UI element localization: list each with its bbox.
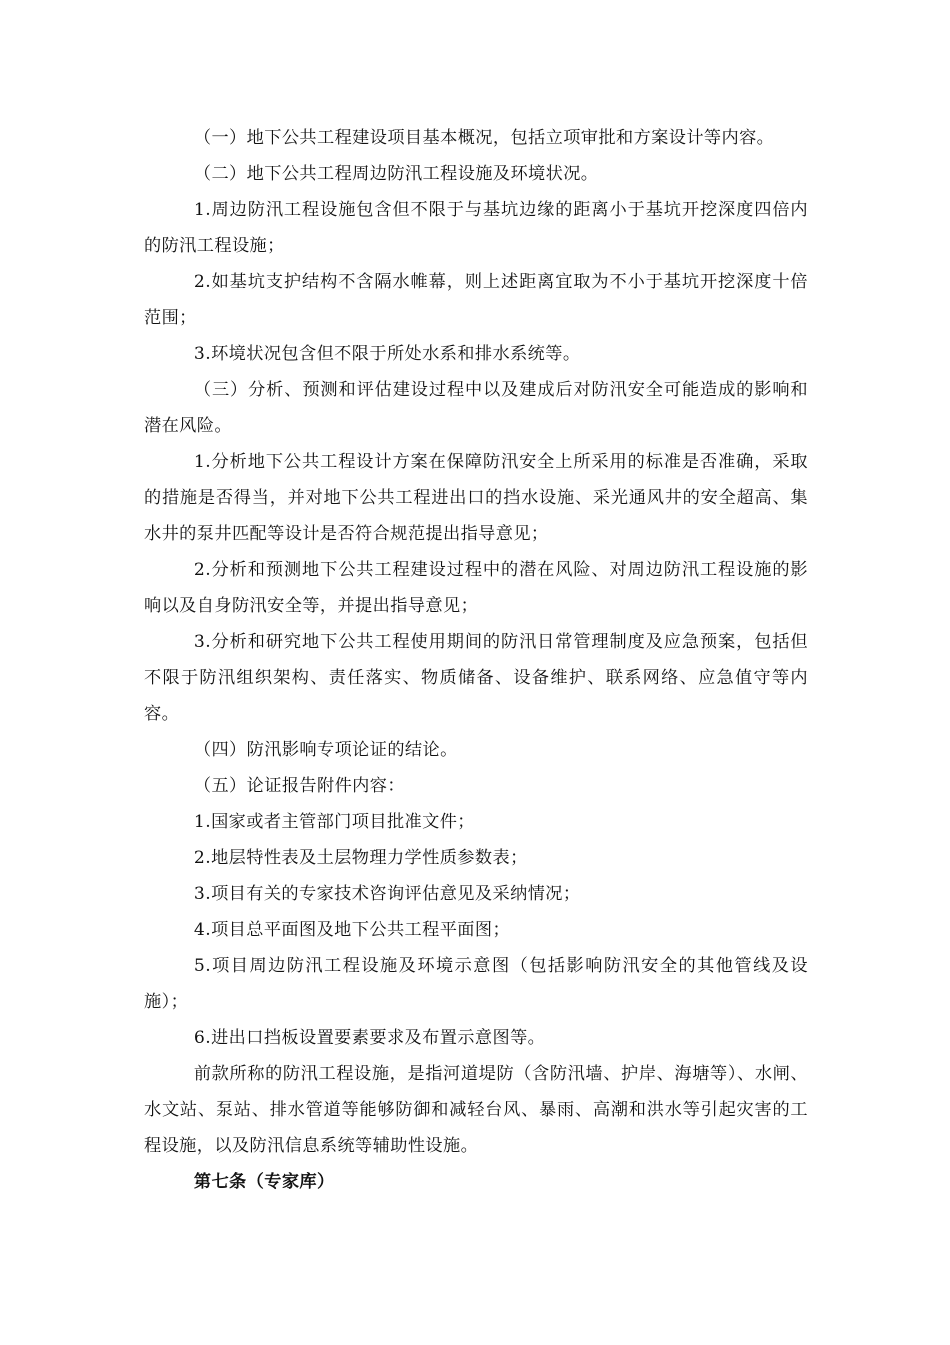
paragraph-item-3: 3.环境状况包含但不限于所处水系和排水系统等。 xyxy=(193,344,581,364)
paragraph-item-3: 3.项目有关的专家技术咨询评估意见及采纳情况； xyxy=(193,884,581,904)
paragraph-item-1: 1.周边防汛工程设施包含但不限于与基坑边缘的距离小于基坑开挖深度四倍内的防汛工程设施； xyxy=(144,200,808,256)
paragraph-overview: （一）地下公共工程建设项目基本概况，包括立项审批和方案设计等内容。 xyxy=(193,128,775,148)
paragraph-item-3: 3.分析和研究地下公共工程使用期间的防汛日常管理制度及应急预案，包括但不限于防汛组织架构、责任落实、物质储备、设备维护、联系网络、应急值守等内容。 xyxy=(144,632,808,724)
article-heading: 第七条（专家库） xyxy=(193,1172,335,1192)
paragraph-risk-analysis: （三）分析、预测和评估建设过程中以及建成后对防汛安全可能造成的影响和潜在风险。 xyxy=(144,380,808,436)
paragraph-surroundings: （二）地下公共工程周边防汛工程设施及环境状况。 xyxy=(193,164,599,184)
paragraph-definition: 前款所称的防汛工程设施，是指河道堤防（含防汛墙、护岸、海塘等）、水闸、水文站、泵站、排水管道等能够防御和减轻台风、暴雨、高潮和洪水等引起灾害的工程设施，以及防汛信息系统等辅助性设施。 xyxy=(144,1064,808,1156)
paragraph-item-2: 2.地层特性表及土层物理力学性质参数表； xyxy=(193,848,528,868)
document-body xyxy=(144,120,808,1200)
paragraph-item-2: 2.分析和预测地下公共工程建设过程中的潜在风险、对周边防汛工程设施的影响以及自身防汛安全等，并提出指导意见； xyxy=(144,560,808,616)
paragraph-item-5: 5.项目周边防汛工程设施及环境示意图（包括影响防汛安全的其他管线及设施）； xyxy=(144,956,808,1012)
paragraph-item-6: 6.进出口挡板设置要素要求及布置示意图等。 xyxy=(193,1028,546,1048)
paragraph-item-1: 1.国家或者主管部门项目批准文件； xyxy=(193,812,475,832)
paragraph-attachments: （五）论证报告附件内容： xyxy=(193,776,405,796)
paragraph-conclusion: （四）防汛影响专项论证的结论。 xyxy=(193,740,458,760)
paragraph-item-1: 1.分析地下公共工程设计方案在保障防汛安全上所采用的标准是否准确，采取的措施是否得当，并对地下公共工程进出口的挡水设施、采光通风井的安全超高、集水井的泵井匹配等设计是否符合规范提出指导意见； xyxy=(144,452,808,544)
paragraph-item-4: 4.项目总平面图及地下公共工程平面图； xyxy=(193,920,511,940)
paragraph-item-2: 2.如基坑支护结构不含隔水帷幕，则上述距离宜取为不小于基坑开挖深度十倍范围； xyxy=(144,272,808,328)
